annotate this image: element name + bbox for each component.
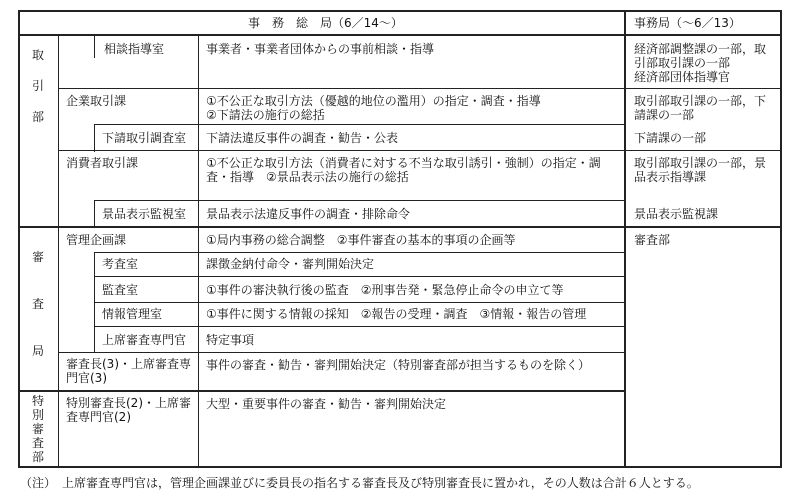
- unit-label: 企業取引課: [66, 94, 127, 108]
- row-line-4: [94, 200, 624, 201]
- footnote: （注） 上席審査専門官は，管理企画課並びに委員長の指名する審査長及び特別審査長に置かれ，その人数は合計６人とする。: [20, 476, 699, 490]
- bureau-torihiki: 取 引 部: [31, 48, 44, 124]
- header-old: 事務局（〜6／13）: [634, 16, 741, 30]
- old-column-divider: [624, 10, 626, 468]
- header-main: 事 務 総 局（6／14〜）: [248, 16, 403, 30]
- row-line-9: [58, 352, 624, 353]
- unit-label: 管理企画課: [66, 233, 127, 247]
- row-line-3: [58, 150, 780, 151]
- duty-text: 特定事項: [206, 333, 255, 347]
- unit-label: 下請取引調査室: [102, 131, 187, 145]
- bureau-tokubetsu: 特 別 審 査 部: [31, 394, 44, 464]
- duty-text: ①局内事務の総合調整 ②事件審査の基本的事項の企画等: [206, 233, 516, 247]
- unit-label: 審査長(3)・上席審査専門官(3): [66, 357, 191, 385]
- sub-divider-2: [94, 124, 95, 152]
- bureau-shinsa: 審 査 局: [31, 250, 44, 358]
- duty-text: 景品表示法違反事件の調査・排除命令: [206, 207, 411, 221]
- unit-label: 考査室: [102, 257, 139, 271]
- table-left-border: [18, 10, 20, 468]
- duty-text: 下請法違反事件の調査・勧告・公表: [206, 131, 399, 145]
- unit-label: 監査室: [102, 283, 139, 297]
- row-line-5: [94, 252, 624, 253]
- duty-text: ①不公正な取引方法（消費者に対する不当な取引誘引・強制）の指定・調査・指導 ②景品表示法の施行の総括: [206, 156, 601, 184]
- bureau-line-1: [18, 226, 782, 228]
- sub-divider-1: [94, 34, 95, 58]
- duty-text: 事業者・事業者団体からの事前相談・指導: [206, 42, 435, 56]
- row-line-6: [94, 276, 624, 277]
- duty-text: 事件の審査・勧告・審判開始決定（特別審査部が担当するものを除く）: [206, 358, 591, 372]
- row-line-1: [58, 88, 780, 89]
- duty-text: ①事件に関する情報の採知 ②報告の受理・調査 ③情報・報告の管理: [206, 307, 587, 321]
- old-unit-text: 景品表示監視課: [634, 207, 719, 221]
- unit-label: 上席審査専門官: [102, 333, 187, 347]
- old-unit-text: 下請課の一部: [634, 131, 707, 145]
- duty-text: ①不公正な取引方法（優越的地位の濫用）の指定・調査・指導 ②下請法の施行の総括: [206, 94, 541, 122]
- unit-label: 景品表示監視室: [102, 207, 187, 221]
- old-unit-text: 審査部: [634, 233, 671, 247]
- sub-divider-3: [94, 200, 95, 226]
- duty-text: ①事件の審決執行後の監査 ②刑事告発・緊急停止命令の申立て等: [206, 283, 564, 297]
- row-line-7: [94, 302, 624, 303]
- old-unit-text: 取引部取引課の一部，景品表示指導課: [634, 156, 767, 184]
- table-top-border: [18, 10, 782, 12]
- bureau-line-2: [18, 390, 624, 392]
- duty-text: 課徴金納付命令・審判開始決定: [206, 257, 375, 271]
- table-bottom-border: [18, 466, 782, 468]
- row-line-8: [94, 326, 624, 327]
- unit-label: 消費者取引課: [66, 156, 139, 170]
- unit-label: 特別審査長(2)・上席審査専門官(2): [66, 396, 191, 424]
- header-separator: [18, 34, 782, 36]
- duty-column-divider: [198, 34, 199, 466]
- table-right-border: [780, 10, 782, 468]
- unit-label: 情報管理室: [102, 307, 163, 321]
- row-line-2: [94, 124, 624, 125]
- duty-text: 大型・重要事件の審査・勧告・審判開始決定: [206, 397, 447, 411]
- old-unit-text: 経済部調整課の一部，取引部取引課の一部 経済部団体指導官: [634, 42, 767, 84]
- old-unit-text: 取引部取引課の一部，下請課の一部: [634, 94, 767, 122]
- bureau-column-divider: [58, 34, 59, 466]
- unit-label: 相談指導室: [104, 42, 165, 56]
